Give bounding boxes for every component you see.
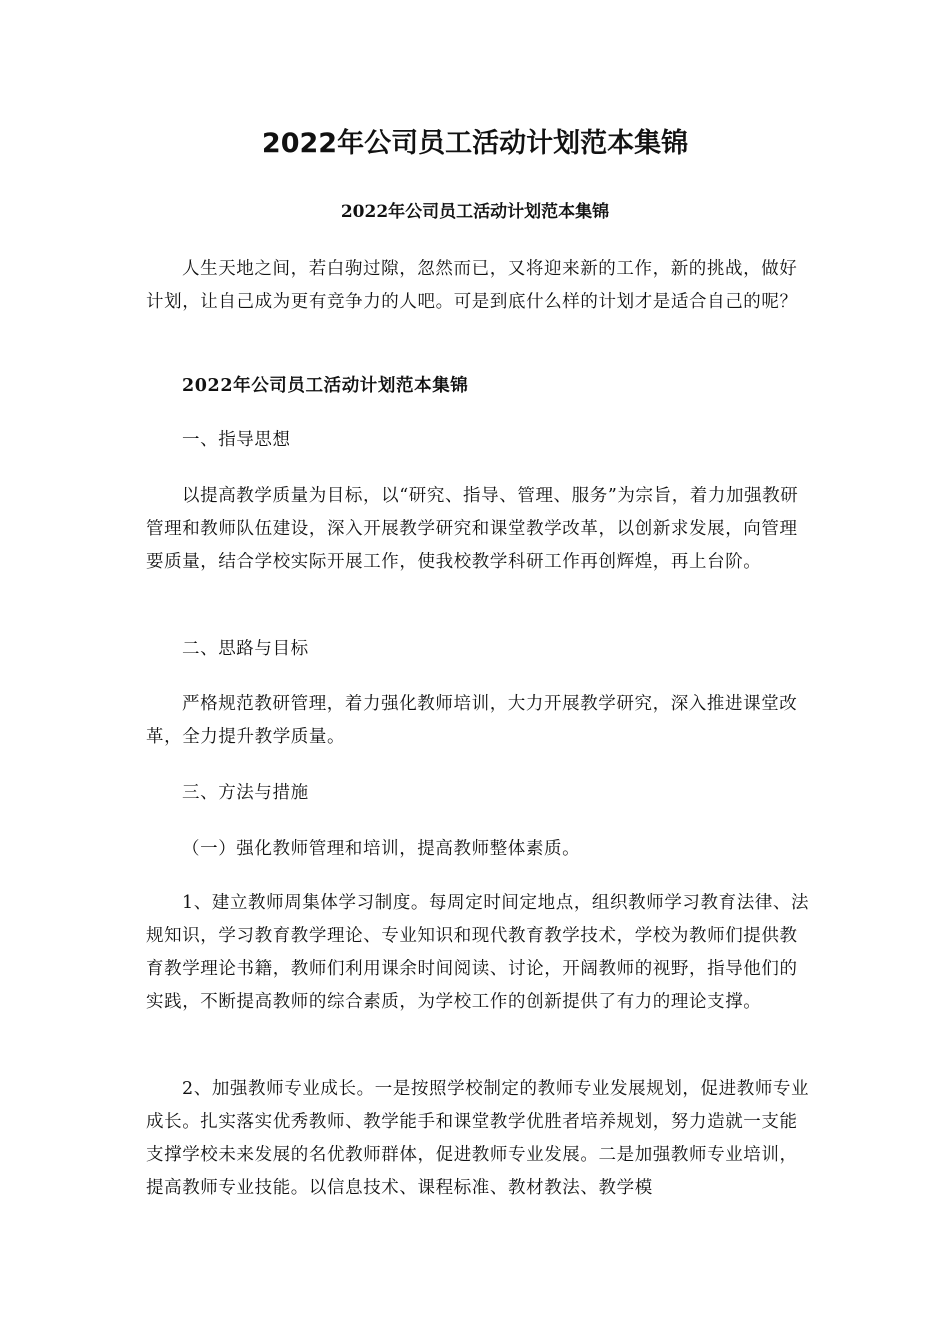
subsection-heading-1: （一）强化教师管理和培训，提高教师整体素质。: [182, 839, 581, 859]
section-heading-1: 一、指导思想: [182, 430, 291, 450]
section-heading-2: 二、思路与目标: [182, 639, 309, 659]
paragraph-item-1: 1、建立教师周集体学习制度。每周定时间定地点，组织教师学习教育法律、法规知识，学习教育教学理论、专业知识和现代教育教学技术，学校为教师们提供教育教学理论书籍，教师们利用课余时间阅读、讨论，开阔教师的视野，指导他们的实践，不断提高教师的综合素质，为学校工作的创新提供了有力的理论支撑。: [146, 893, 810, 1012]
intro-paragraph: 人生天地之间，若白驹过隙，忽然而已，又将迎来新的工作，新的挑战，做好计划，让自己成为更有竞争力的人吧。可是到底什么样的计划才是适合自己的呢？: [146, 259, 798, 312]
paragraph-item-2: 2、加强教师专业成长。一是按照学校制定的教师专业发展规划，促进教师专业成长。扎实落实优秀教师、教学能手和课堂教学优胜者培养规划，努力造就一支能支撑学校未来发展的名优教师群体，促进教师专业发展。二是加强教师专业培训，提高教师专业技能。以信息技术、课程标准、教材教法、教学模: [146, 1079, 810, 1198]
paragraph-ideas-goals: 严格规范教研管理，着力强化教师培训，大力开展教学研究，深入推进课堂改革，全力提升教学质量。: [146, 694, 798, 747]
section-heading-title: 2022年公司员工活动计划范本集锦: [182, 376, 469, 396]
document-title: 2022年公司员工活动计划范本集锦: [261, 128, 689, 159]
section-heading-3: 三、方法与措施: [182, 783, 309, 803]
document-subtitle: 2022年公司员工活动计划范本集锦: [340, 202, 610, 222]
paragraph-guiding-thought: 以提高教学质量为目标，以“研究、指导、管理、服务”为宗旨，着力加强教研管理和教师队伍建设，深入开展教学研究和课堂教学改革，以创新求发展，向管理要质量，结合学校实际开展工作，使我校教学科研工作再创辉煌，再上台阶。: [146, 486, 799, 572]
